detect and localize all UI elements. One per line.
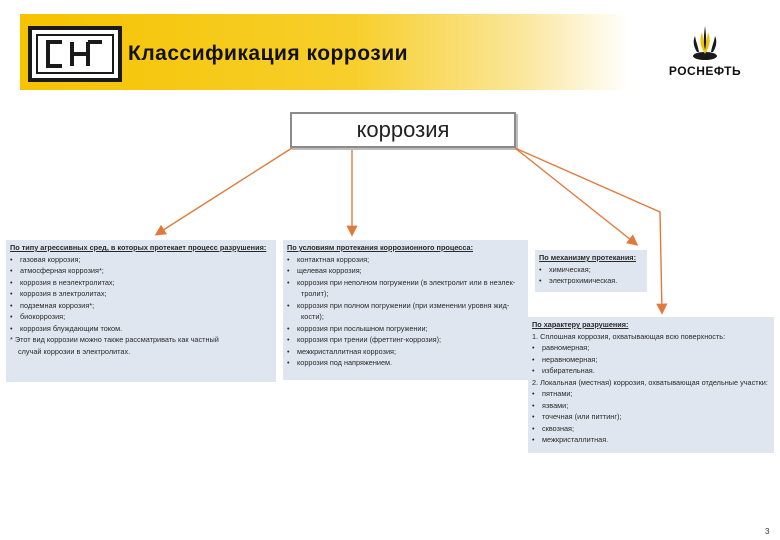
category-heading: По характеру разрушения:	[532, 320, 629, 329]
list-item: • коррозия при полном погружении (при изменении уровня жид-	[287, 300, 510, 310]
arrow-to-mechanism	[515, 148, 636, 244]
list-item: • газовая коррозия;	[10, 254, 81, 264]
subcategory-general: 1. Сплошная коррозия, охватывающая всю поверхность:	[532, 331, 726, 341]
list-item: • избирательная.	[532, 366, 595, 375]
category-aggressive-media	[6, 240, 276, 382]
slide-title: Классификация коррозии	[128, 42, 409, 65]
list-item: • электрохимическая.	[539, 276, 618, 285]
list-item: • коррозия при послышном погружении;	[287, 323, 428, 333]
list-item: • язвами;	[532, 400, 569, 410]
list-item: • коррозия под напряжением.	[287, 358, 393, 367]
category-heading: По типу агрессивных сред, в которых протекает процесс разрушения:	[10, 243, 267, 252]
list-item: • коррозия при неполном погружении (в электролит или в неэлек-	[287, 277, 516, 287]
list-item: • межкристаллитная коррозия;	[287, 346, 396, 356]
list-item: • химическая;	[539, 264, 591, 274]
list-item: • коррозия в электролитах;	[10, 289, 107, 298]
list-item: • щелевая коррозия;	[287, 266, 362, 275]
category-heading: По механизму протекания:	[539, 253, 636, 262]
root-node-corrosion: коррозия	[290, 112, 516, 148]
brand-name: РОСНЕФТЬ	[668, 64, 742, 78]
category-destruction	[528, 317, 774, 453]
category-conditions	[283, 240, 528, 380]
footnote-line: случай коррозии в электролитах.	[18, 346, 131, 356]
arrow-to-aggressive-media	[157, 148, 292, 234]
category-heading: По условиям протекания коррозионного процесса:	[287, 243, 473, 252]
list-item: • пятнами;	[532, 389, 573, 398]
category-mechanism	[535, 250, 647, 292]
list-item: • равномерная;	[532, 343, 590, 352]
list-item: • биокоррозия;	[10, 312, 66, 321]
list-item: • атмосферная коррозия*;	[10, 266, 104, 275]
list-item: • точечная (или питтинг);	[532, 412, 622, 421]
list-item: • подземная коррозия*;	[10, 300, 95, 310]
footnote-line: * Этот вид коррозии можно также рассматривать как частный	[10, 335, 219, 344]
list-item: • сквозная;	[532, 423, 575, 433]
list-item-continuation: кости);	[301, 312, 324, 321]
list-item: • коррозия блуждающим током.	[10, 323, 123, 333]
list-item: • межкристаллитная.	[532, 435, 609, 444]
page-number: 3	[765, 527, 770, 536]
list-item: • коррозия при трении (фреттинг-коррозия);	[287, 335, 442, 344]
list-item-continuation: тролит);	[301, 289, 329, 298]
list-item: • контактная коррозия;	[287, 254, 370, 264]
list-item: • коррозия в неэлектролитах;	[10, 277, 115, 287]
subcategory-local: 2. Локальная (местная) коррозия, охватывающая отдельные участки:	[532, 377, 768, 387]
list-item: • неравномерная;	[532, 354, 598, 364]
